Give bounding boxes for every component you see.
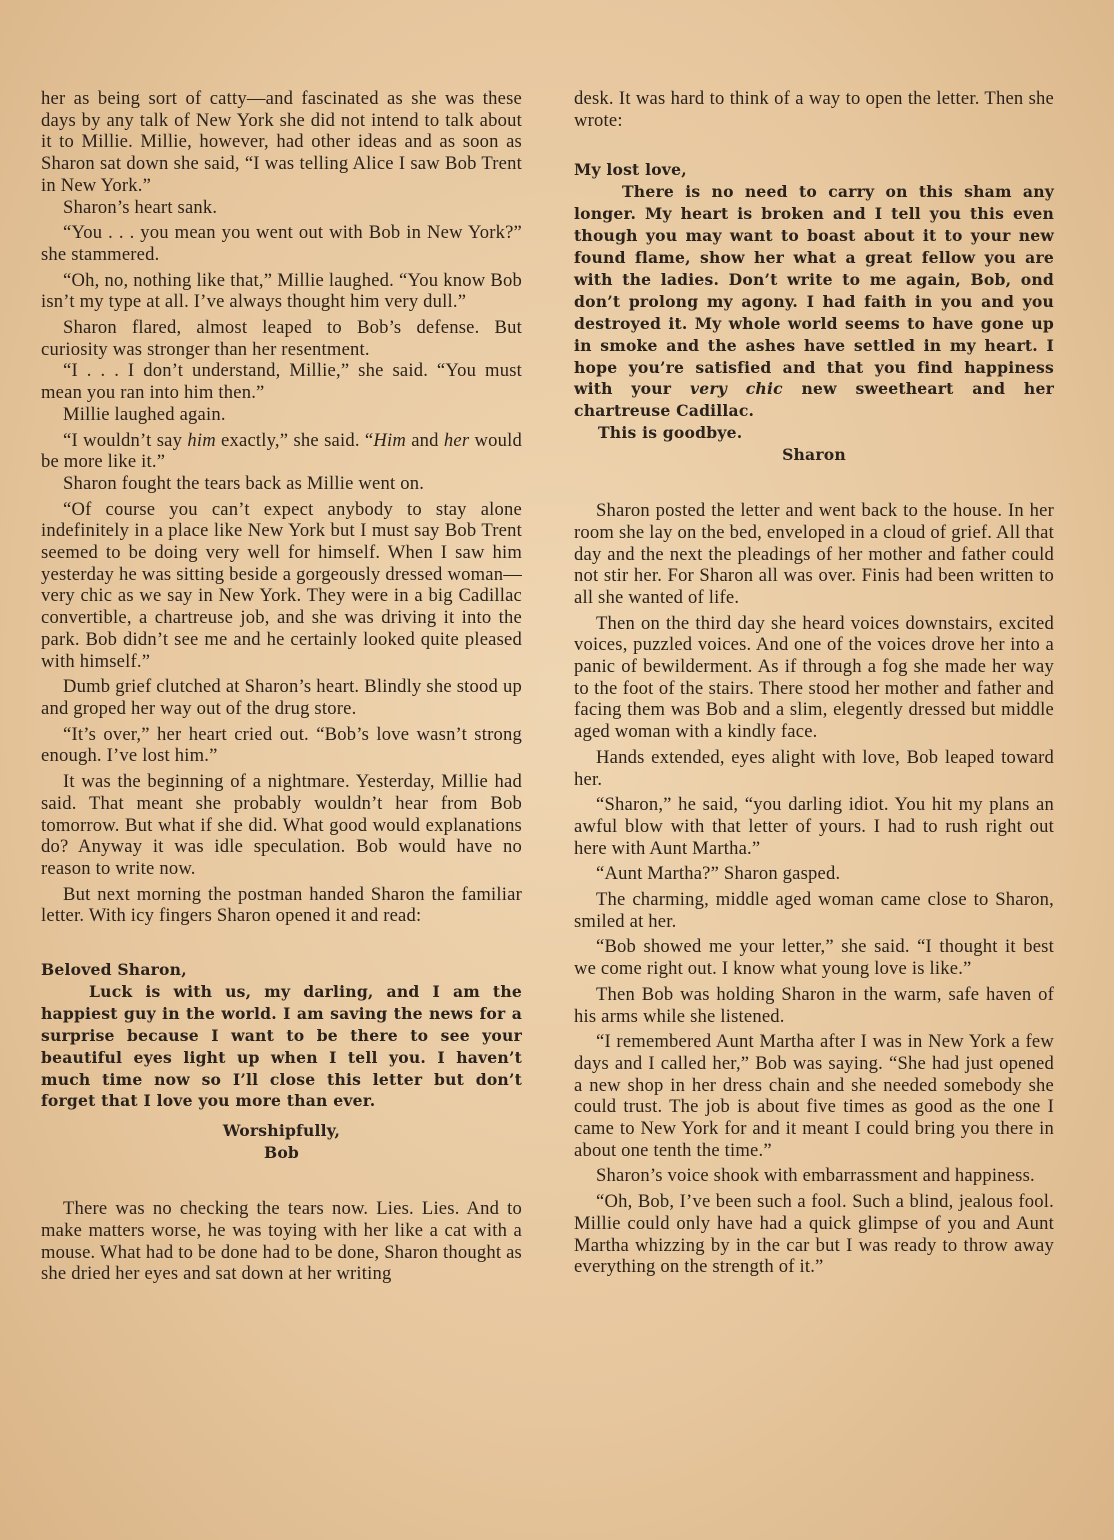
letter-salutation: Beloved Sharon, bbox=[41, 960, 187, 980]
paragraph: “It’s over,” her heart cried out. “Bob’s love wasn’t strong enough. I’ve lost him.” bbox=[41, 723, 522, 767]
text-run: new sweetheart and her chartreuse Cadillac. bbox=[574, 379, 1054, 421]
paragraph: “Aunt Martha?” Sharon gasped. bbox=[596, 863, 841, 885]
paragraph: Sharon’s voice shook with embarrassment and happiness. bbox=[596, 1165, 1035, 1187]
emphasis: Him bbox=[373, 429, 406, 451]
paragraph: “Oh, Bob, I’ve been such a fool. Such a blind, jealous fool. Millie could only have had a quick glimpse of you and Aunt Martha whizzing by in the car but I was ready to throw away everything on the strength of it.” bbox=[574, 1191, 1054, 1278]
paragraph: “I . . . I don’t understand, Millie,” she said. “You must mean you ran into him then.” bbox=[41, 360, 522, 404]
paragraph: It was the beginning of a nightmare. Yesterday, Millie had said. That meant she probably wouldn’t hear from Bob tomorrow. But what if she did. What good would explanations do? Anyway it was idle speculation. Bob would have no reason to write now. bbox=[41, 771, 522, 879]
paragraph: “Oh, no, nothing like that,” Millie laughed. “You know Bob isn’t my type at all. I’ve always thought him very dull.” bbox=[41, 269, 522, 313]
text-run: and bbox=[405, 429, 444, 451]
text-run: There is no need to carry on this sham any longer. My heart is broken and I tell you this even though you may want to boast about it to your new found flame, show her what a great fellow you are with the ladies. Don’t write to me again, Bob, ond don’t prolong my agony. I had faith in you and you destroyed it. My whole world seems to have gone up in smoke and the ashes have settled in my heart. I hope you’re satisfied and that you find happiness with your bbox=[574, 182, 1054, 399]
letter-body: Luck is with us, my darling, and I am the happiest guy in the world. I am saving the news for a surprise because I want to be there to see your beautiful eyes light up when I tell you. I haven’t much time now so I’ll close this letter but don’t forget that I love you more than ever. bbox=[41, 981, 522, 1111]
paragraph: “Of course you can’t expect anybody to stay alone indefinitely in a place like New York but I must say Bob Trent seemed to be doing very well for himself. When I saw him yesterday he was sitting beside a gorgeously dressed woman—very chic as we say in New York. They were in a big Cadillac convertible, a chartreuse job, and she was driving it into the park. Bob didn’t see me and he certainly looked quite pleased with himself.” bbox=[41, 498, 522, 672]
paragraph: “You . . . you mean you went out with Bob in New York?” she stammered. bbox=[41, 222, 522, 265]
letter-signature: Sharon bbox=[782, 445, 846, 465]
paragraph: Sharon fought the tears back as Millie went on. bbox=[63, 472, 425, 494]
letter-goodbye: This is goodbye. bbox=[598, 423, 743, 443]
paragraph: “Bob showed me your letter,” she said. “I thought it best we come right out. I know what young love is like.” bbox=[574, 936, 1054, 980]
letter-from-sharon bbox=[574, 159, 1054, 466]
text-run: exactly,” she said. “ bbox=[215, 429, 374, 451]
text-run: “I wouldn’t say bbox=[63, 429, 188, 451]
paragraph: “Sharon,” he said, “you darling idiot. You hit my plans an awful blow with that letter of yours. I had to rush right out here with Aunt Martha.” bbox=[574, 794, 1054, 859]
letter-closing: Worshipfully, bbox=[222, 1121, 341, 1141]
letter-salutation: My lost love, bbox=[574, 160, 687, 180]
right-column bbox=[574, 88, 1054, 1278]
paragraph: Hands extended, eyes alight with love, Bob leaped toward her. bbox=[574, 746, 1054, 790]
text-run: would be more like it.” bbox=[41, 429, 522, 473]
paragraph: Then Bob was holding Sharon in the warm, safe haven of his arms while she listened. bbox=[574, 983, 1054, 1027]
emphasis: him bbox=[187, 429, 216, 451]
paragraph: There was no checking the tears now. Lies. Lies. And to make matters worse, he was toying with her like a cat with a mouse. What had to be done had to be done, Sharon thought as she dried her eyes and sat down at her writing bbox=[41, 1198, 522, 1285]
paragraph: Dumb grief clutched at Sharon’s heart. Blindly she stood up and groped her way out of the drug store. bbox=[41, 676, 522, 719]
paragraph-him-her bbox=[41, 430, 522, 473]
paragraph: “I remembered Aunt Martha after I was in New York a few days and I called her,” Bob was saying. “She had just opened a new shop in her dress chain and she needed somebody she could trust. The job is about five times as good as the one I came to New York for and it meant I could bring you there in about one tenth the time.” bbox=[574, 1031, 1054, 1161]
paragraph: The charming, middle aged woman came close to Sharon, smiled at her. bbox=[574, 889, 1054, 932]
paragraph: Then on the third day she heard voices downstairs, excited voices, puzzled voices. And one of the voices drove her into a panic of bewilderment. As if through a fog she made her way to the foot of the stairs. There stood her mother and father and facing them was Bob and a slim, elegently dressed but middle aged woman with a kindly face. bbox=[574, 612, 1054, 743]
letter-body bbox=[574, 181, 1054, 422]
letter-signature: Bob bbox=[263, 1143, 300, 1163]
letter-from-bob bbox=[41, 959, 522, 1164]
left-column bbox=[41, 88, 522, 1285]
paragraph: her as being sort of catty—and fascinated as she was these days by any talk of New York she did not intend to talk about it to Millie. Millie, however, had other ideas and as soon as Sharon sat down she said, “I was telling Alice I saw Bob Trent in New York.” bbox=[41, 88, 522, 196]
emphasis: her bbox=[443, 429, 470, 451]
paragraph: Sharon posted the letter and went back to the house. In her room she lay on the bed, enveloped in a cloud of grief. All that day and the next the pleadings of her mother and father could not stir her. For Sharon all was over. Finis had been written to all she wanted of life. bbox=[574, 500, 1054, 608]
emphasis: very chic bbox=[689, 379, 783, 399]
paragraph: Millie laughed again. bbox=[63, 403, 226, 425]
paragraph: Sharon flared, almost leaped to Bob’s defense. But curiosity was stronger than her resentment. bbox=[41, 317, 522, 360]
paragraph: But next morning the postman handed Sharon the familiar letter. With icy fingers Sharon opened it and read: bbox=[41, 883, 522, 927]
paragraph: Sharon’s heart sank. bbox=[63, 196, 218, 218]
paragraph: desk. It was hard to think of a way to open the letter. Then she wrote: bbox=[574, 88, 1054, 131]
